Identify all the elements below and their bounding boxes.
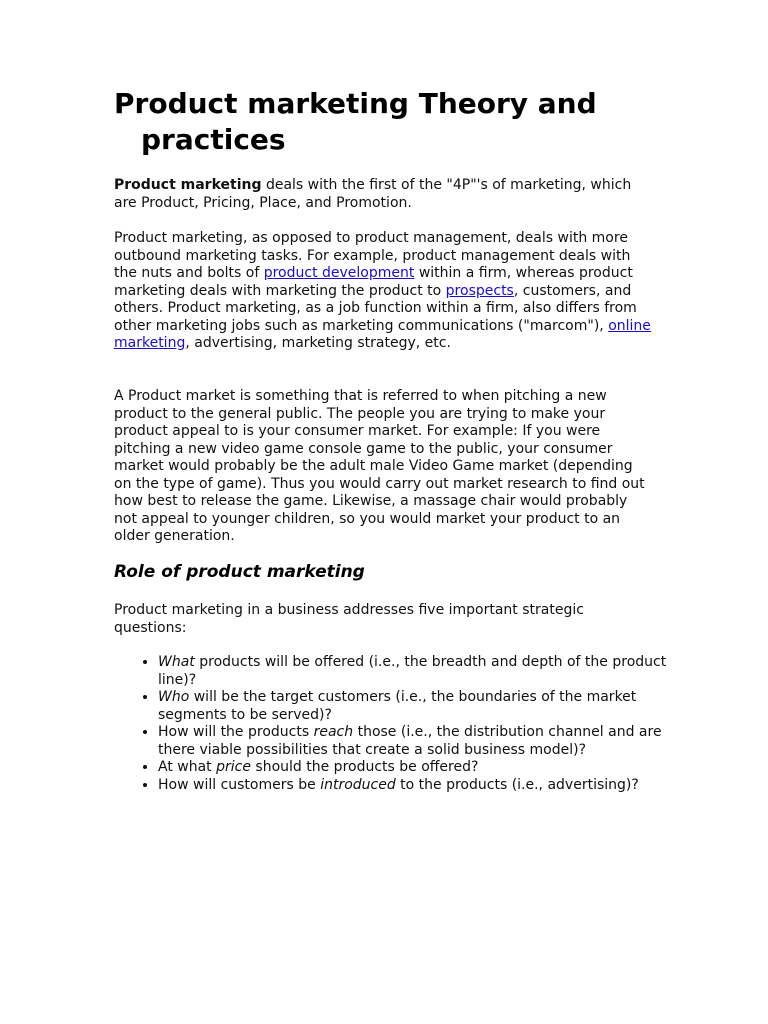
list-item: • At what price should the products be offered? [158,759,698,777]
strategic-questions-list [114,654,698,794]
prospects-link[interactable]: prospects [445,282,514,299]
comparison-text-3: , customers, and others. Product marketing, as a job function within a firm, also differs from other marketing jobs such as marketing communications ("marcom"), [114,282,637,334]
product-market-paragraph: A Product market is something that is referred to when pitching a new product to the general public. The people you are trying to make your product appeal to is your consumer market. For example: If you were pitching a new video game console game to the public, your consumer market would probably be the adult male Video Game market (depending on the type of game). Thus you would carry out market research to find out how best to release the game. Likewise, a massage chair would probably not appeal to younger children, so you would market your product to an older generation. [114,388,645,544]
intro-paragraph [114,177,654,212]
comparison-text-4: , advertising, marketing strategy, etc. [185,335,451,351]
online-marketing-link[interactable]: online marketing [114,317,651,351]
questions-intro-paragraph: Product marketing in a business addresses five important strategic questions: [114,602,584,636]
intro-text: deals with the first of the "4P"'s of marketing, which are Product, Pricing, Place, and Promotion. [114,177,632,211]
list-item: • Who will be the target customers (i.e., the boundaries of the market segments to be served)? [158,689,698,724]
product-development-link[interactable]: product development [263,265,415,281]
comparison-paragraph [114,230,654,353]
comparison-text-2: within a firm, whereas product marketing deals with marketing the product to [114,265,633,299]
page-title: Product marketing Theory and practices [114,87,597,156]
list-item: • How will the products reach those (i.e., the distribution channel and are there viable possibilities that create a solid business model)? [158,724,698,759]
list-item: • What products will be offered (i.e., the breadth and depth of the product line)? [158,654,698,689]
comparison-text-1: Product marketing, as opposed to product management, deals with more outbound marketing tasks. For example, product management deals with the nuts and bolts of [114,230,631,281]
intro-bold-lead: Product marketing [114,177,262,193]
list-item: • How will customers be introduced to the products (i.e., advertising)? [158,777,698,795]
section-heading-role: Role of product marketing [114,562,365,582]
